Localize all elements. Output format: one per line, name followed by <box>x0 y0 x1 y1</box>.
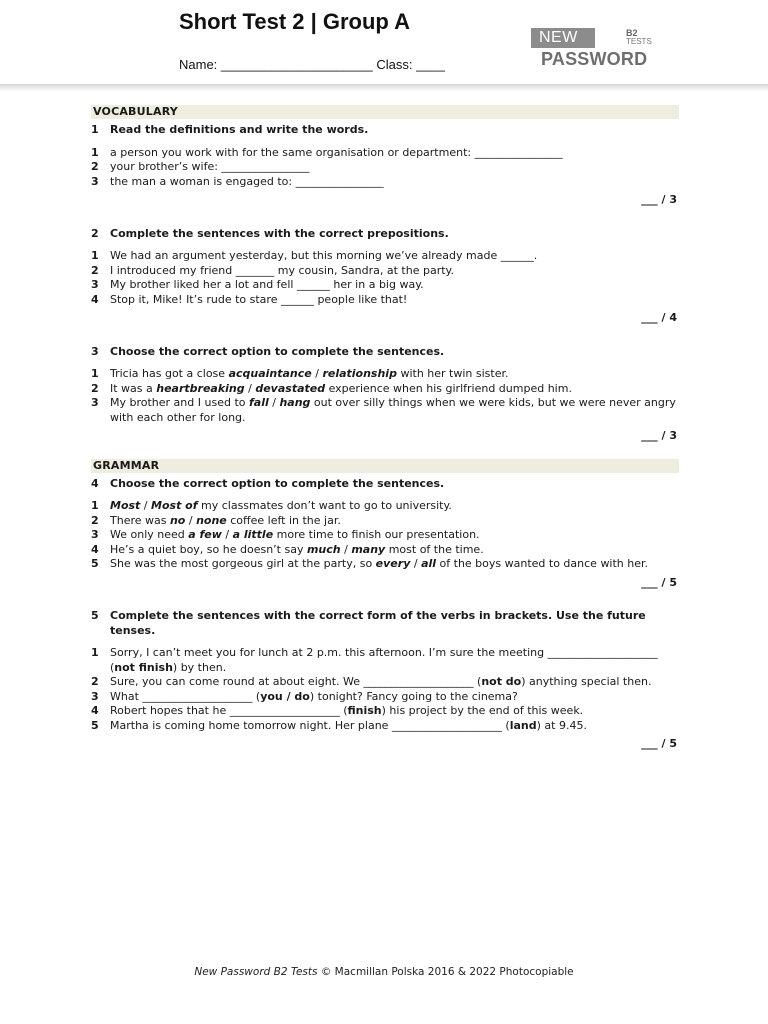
new-password-logo <box>531 28 661 70</box>
footer-book-title: New Password B2 Tests <box>194 966 318 978</box>
exercise-number: 1 <box>91 123 99 136</box>
logo-b2: B2 <box>626 28 638 38</box>
item-number: 3 <box>91 528 99 541</box>
section-grammar: GRAMMAR <box>91 459 679 473</box>
name-class-line: Name: _____________________ Class: ____ <box>179 57 445 72</box>
item-text: Martha is coming home tomorrow night. Her plane ____________________ (land) at 9.45. <box>110 718 587 732</box>
exercise-number: 3 <box>91 344 99 358</box>
list-item <box>91 160 679 175</box>
exercise-instruction <box>91 227 679 242</box>
item-number: 3 <box>91 278 99 291</box>
item-number: 3 <box>91 396 99 409</box>
list-item <box>91 249 679 264</box>
list-item <box>91 557 679 572</box>
item-number: 2 <box>91 513 99 527</box>
instruction-text: Choose the correct option to complete the sentences. <box>110 476 445 490</box>
item-number: 1 <box>91 499 99 512</box>
item-number: 5 <box>91 718 99 732</box>
item-text: It was a heartbreaking / devastated experience when his girlfriend dumped him. <box>110 381 572 395</box>
instruction-text: Complete the sentences with the correct prepositions. <box>110 226 449 240</box>
item-number: 1 <box>91 145 99 159</box>
list-item <box>91 293 679 308</box>
list-item <box>91 514 679 529</box>
item-text: your brother’s wife: ________________ <box>110 160 310 173</box>
item-text: There was no / none coffee left in the jar. <box>110 513 341 527</box>
item-number: 5 <box>91 557 99 570</box>
item-number: 2 <box>91 160 99 173</box>
score-box: ___ / 5 <box>641 575 677 589</box>
list-item <box>91 146 679 161</box>
item-text: What ____________________ (you / do) tonight? Fancy going to the cinema? <box>110 689 518 703</box>
exercise-number: 4 <box>91 476 99 490</box>
instruction-text: Choose the correct option to complete the sentences. <box>110 344 445 358</box>
item-text: My brother and I used to fall / hang out over silly things when we were kids, but we were never angry with each other for long. <box>110 396 676 424</box>
header-divider <box>0 84 768 91</box>
list-item <box>91 175 679 190</box>
list-item <box>91 675 679 690</box>
item-text: the man a woman is engaged to: ________________ <box>110 174 384 188</box>
item-text: Sure, you can come round at about eight. We ____________________ (not do) anything special then. <box>110 675 652 688</box>
list-item <box>91 499 679 514</box>
exercise-1 <box>91 123 679 223</box>
item-text: a person you work with for the same organisation or department: ________________ <box>110 145 563 159</box>
instruction-text: Read the definitions and write the words. <box>110 123 369 136</box>
item-number: 2 <box>91 675 99 688</box>
list-item <box>91 646 679 675</box>
exercise-instruction <box>91 609 679 638</box>
item-number: 1 <box>91 646 99 659</box>
exercise-instruction <box>91 123 679 138</box>
section-vocabulary: VOCABULARY <box>91 105 679 119</box>
list-item <box>91 278 679 293</box>
exercise-number: 2 <box>91 226 99 240</box>
score-box: ___ / 3 <box>641 193 677 206</box>
instruction-text: Complete the sentences with the correct form of the verbs in brackets. Use the future tenses. <box>110 609 646 637</box>
list-item <box>91 543 679 558</box>
list-item <box>91 382 679 397</box>
logo-password: PASSWORD <box>541 49 648 69</box>
footer <box>0 966 768 978</box>
item-text: Robert hopes that he ____________________ (finish) his project by the end of this week. <box>110 704 584 717</box>
footer-copyright: © Macmillan Polska 2016 & 2022 Photocopiable <box>317 966 574 978</box>
list-item <box>91 528 679 543</box>
vocabulary-exercises <box>91 123 679 459</box>
exercise-3 <box>91 345 679 459</box>
exercise-5 <box>91 609 679 767</box>
list-item <box>91 264 679 279</box>
item-text: Stop it, Mike! It’s rude to stare ______ people like that! <box>110 292 408 306</box>
score-box: ___ / 3 <box>641 429 677 442</box>
item-number: 4 <box>91 542 99 556</box>
item-number: 1 <box>91 249 99 262</box>
test-content <box>91 105 679 767</box>
exercise-instruction <box>91 477 679 492</box>
item-text: We only need a few / a little more time to finish our presentation. <box>110 528 480 541</box>
item-number: 3 <box>91 689 99 703</box>
score-box: ___ / 5 <box>641 737 677 750</box>
item-number: 2 <box>91 263 99 277</box>
item-number: 1 <box>91 367 99 380</box>
exercise-2 <box>91 227 679 341</box>
list-item <box>91 367 679 382</box>
item-text: We had an argument yesterday, but this morning we’ve already made ______. <box>110 249 538 262</box>
list-item <box>91 690 679 705</box>
list-item <box>91 396 679 425</box>
score-box: ___ / 4 <box>641 311 677 324</box>
logo-new: NEW <box>531 28 595 48</box>
item-number: 3 <box>91 174 99 188</box>
item-number: 4 <box>91 292 99 306</box>
item-text: I introduced my friend _______ my cousin, Sandra, at the party. <box>110 263 454 277</box>
page-title: Short Test 2 | Group A <box>179 9 411 34</box>
item-number: 2 <box>91 381 99 395</box>
item-text: Tricia has got a close acquaintance / relationship with her twin sister. <box>110 367 509 380</box>
exercise-instruction <box>91 345 679 360</box>
exercise-4 <box>91 477 679 606</box>
exercise-number: 5 <box>91 609 99 622</box>
item-text: Most / Most of my classmates don’t want to go to university. <box>110 499 452 512</box>
grammar-exercises <box>91 477 679 767</box>
logo-tests: TESTS <box>626 37 652 46</box>
item-number: 4 <box>91 704 99 717</box>
list-item <box>91 719 679 734</box>
item-text: My brother liked her a lot and fell ______ her in a big way. <box>110 278 424 291</box>
list-item <box>91 704 679 719</box>
item-text: She was the most gorgeous girl at the party, so every / all of the boys wanted to dance with her. <box>110 557 649 570</box>
item-text: Sorry, I can’t meet you for lunch at 2 p.m. this afternoon. I’m sure the meeting ____________________ (not finish) by then. <box>110 646 658 674</box>
item-text: He’s a quiet boy, so he doesn’t say much / many most of the time. <box>110 542 484 556</box>
